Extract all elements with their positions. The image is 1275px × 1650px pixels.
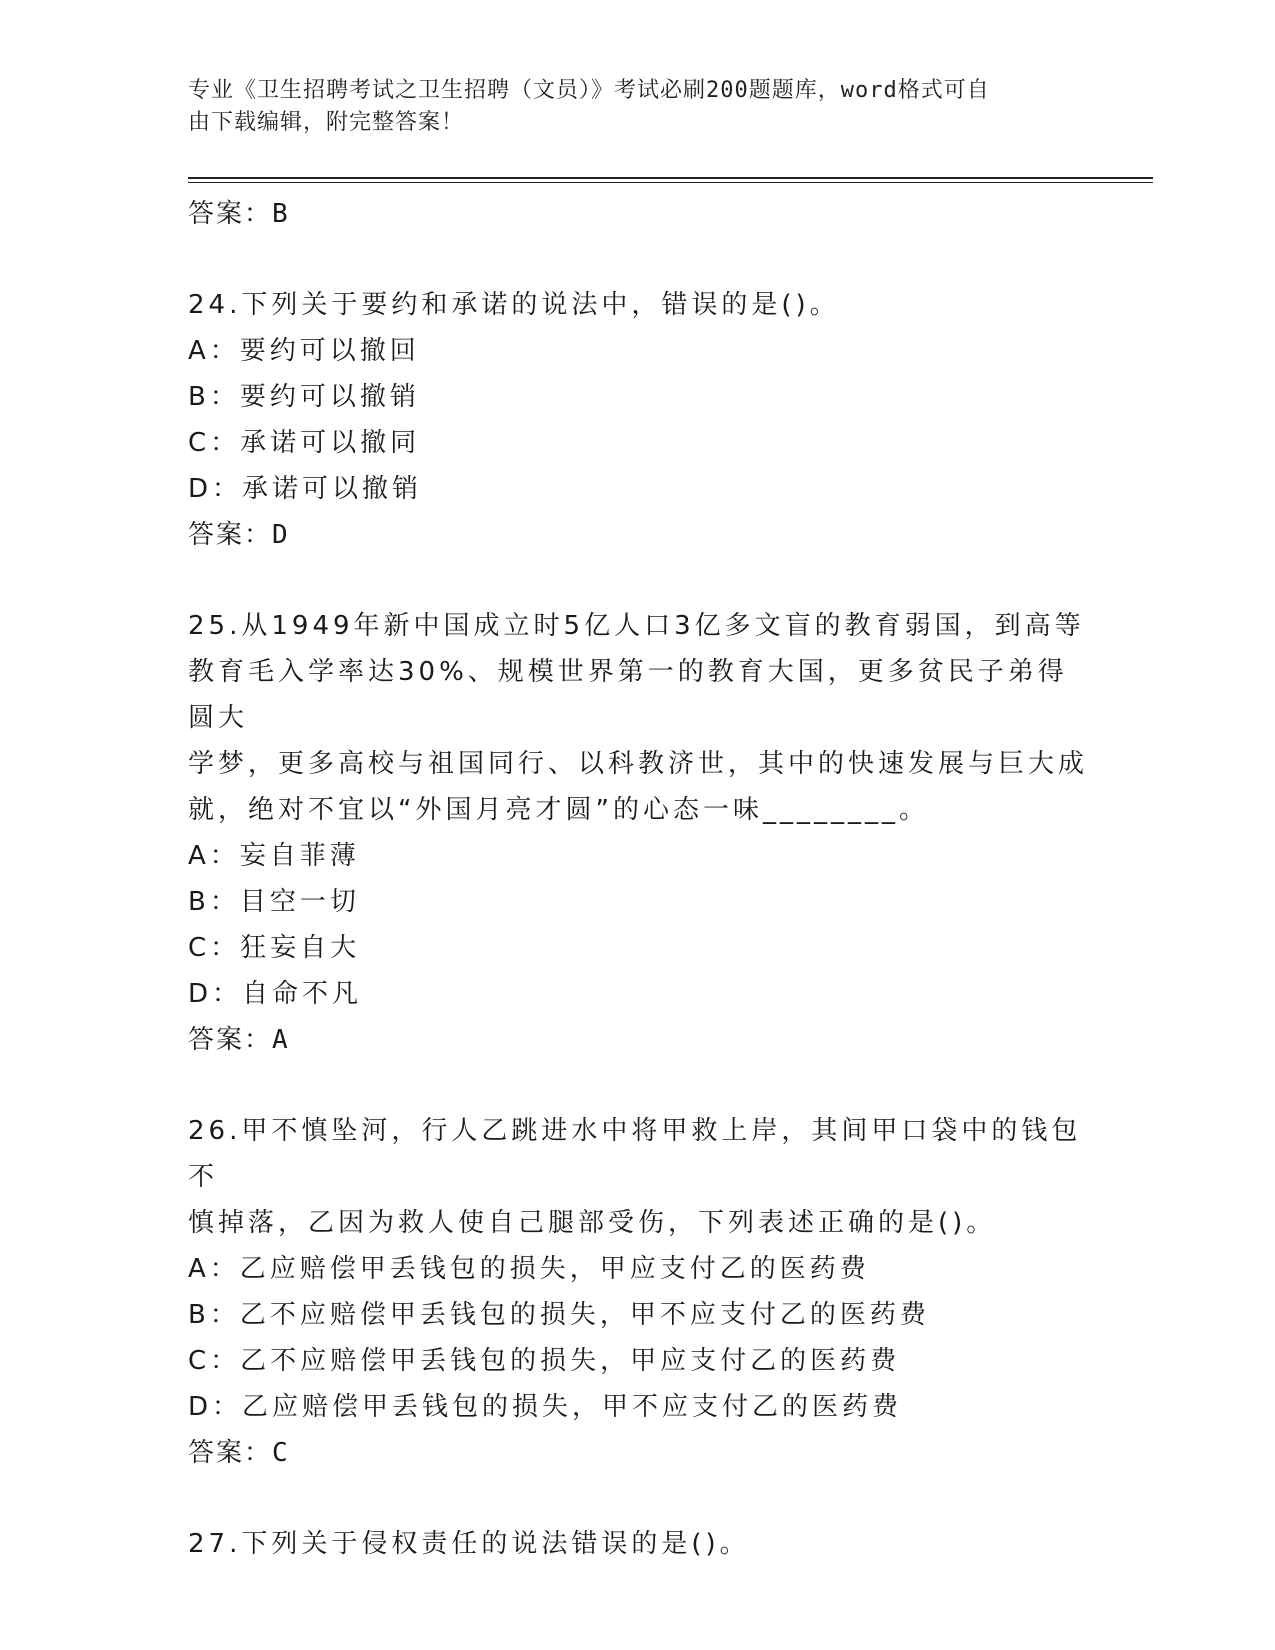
question-text-line-2: 教育毛入学率达30%、规模世界第一的教育大国，更多贫民子弟得圆大 (188, 657, 1068, 733)
option-a: A：妄自菲薄 (188, 841, 360, 871)
answer-line: 答案：D (188, 520, 290, 550)
question-text-line-1: 25.从1949年新中国成立时5亿人口3亿多文盲的教育弱国，到高等 (188, 611, 1085, 641)
option-a: A：乙应赔偿甲丢钱包的损失，甲应支付乙的医药费 (188, 1254, 870, 1284)
option-b: B：乙不应赔偿甲丢钱包的损失，甲不应支付乙的医药费 (188, 1300, 930, 1330)
question-27 (188, 1521, 1088, 1567)
option-d: D：承诺可以撤销 (188, 474, 423, 504)
answer-line: 答案：B (188, 199, 290, 229)
option-d: D：自命不凡 (188, 979, 363, 1009)
question-text-line-2: 慎掉落，乙因为救人使自己腿部受伤，下列表述正确的是()。 (188, 1208, 997, 1238)
header-rule-thin (188, 182, 1153, 183)
header-line-2: 由下载编辑，附完整答案！ (188, 110, 465, 135)
option-d: D：乙应赔偿甲丢钱包的损失，甲不应支付乙的医药费 (188, 1392, 903, 1422)
question-text-line-1: 26.甲不慎坠河，行人乙跳进水中将甲救上岸，其间甲口袋中的钱包不 (188, 1116, 1082, 1192)
question-25 (188, 603, 1088, 1063)
question-26 (188, 1108, 1088, 1476)
option-c: C：乙不应赔偿甲丢钱包的损失，甲应支付乙的医药费 (188, 1346, 901, 1376)
header-rule-thick (188, 177, 1153, 179)
question-24 (188, 282, 1088, 558)
answer-line: 答案：A (188, 1025, 290, 1055)
question-text: 24.下列关于要约和承诺的说法中，错误的是()。 (188, 290, 840, 320)
option-b: B：要约可以撤销 (188, 382, 420, 412)
option-c: C：承诺可以撤同 (188, 428, 421, 458)
question-text-line-3: 学梦，更多高校与祖国同行、以科教济世，其中的快速发展与巨大成 (188, 749, 1089, 779)
option-a: A：要约可以撤回 (188, 336, 420, 366)
question-text: 27.下列关于侵权责任的说法错误的是()。 (188, 1529, 750, 1559)
question-text-line-4: 就，绝对不宜以“外国月亮才圆”的心态一味________。 (188, 795, 929, 825)
option-b: B：目空一切 (188, 887, 360, 917)
option-c: C：狂妄自大 (188, 933, 361, 963)
document-header (188, 75, 1068, 139)
answer-line: 答案：C (188, 1438, 290, 1468)
document-body (188, 191, 1088, 1567)
header-line-1: 专业《卫生招聘考试之卫生招聘（文员）》考试必刷200题题库，word格式可自 (188, 78, 990, 103)
